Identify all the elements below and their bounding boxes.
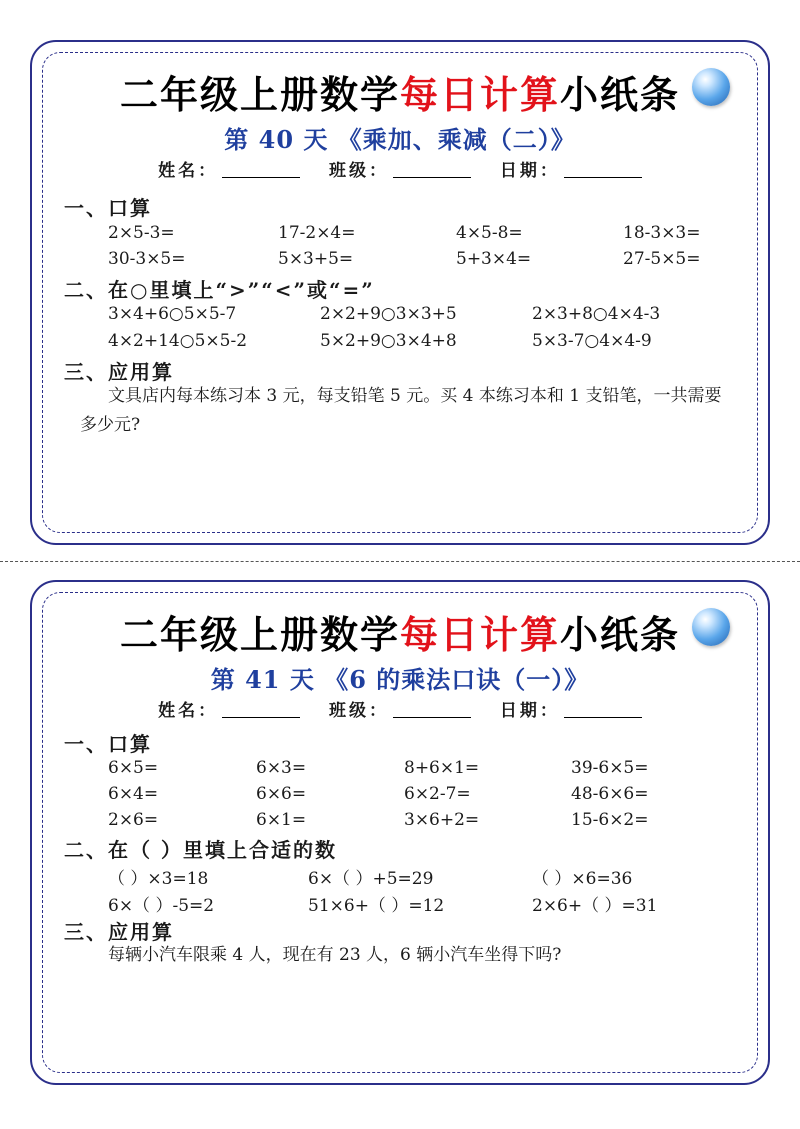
word-problem-text: 每辆小汽车限乘 4 人，现在有 23 人，6 辆小汽车坐得下吗? (108, 945, 562, 965)
oral-calc-item: 6×5= (108, 758, 159, 778)
lesson-subtitle: 第 41 天 《6 的乘法口诀（一）》 (210, 665, 590, 694)
section-word-problem-heading: 三、应用算 (64, 360, 174, 384)
section-fill-heading: 二、在○里填上“>”“<”或“=” (64, 278, 375, 302)
date-blank[interactable] (564, 177, 642, 178)
oral-calc-row (108, 758, 748, 784)
oral-calc-row (108, 223, 748, 249)
oral-calc-item: 17-2×4= (278, 223, 356, 243)
fill-item: 3×4+6○5×5-7 (108, 304, 237, 324)
oral-calc-item: 5×3+5= (278, 249, 354, 269)
oral-calc-item: 48-6×6= (571, 784, 649, 804)
fill-row (108, 864, 748, 890)
class-blank[interactable] (393, 177, 471, 178)
oral-calc-row (108, 784, 748, 810)
worksheet-title: 二年级上册数学每日计算小纸条 (119, 73, 681, 117)
worksheet-title: 二年级上册数学每日计算小纸条 (119, 613, 681, 657)
student-info-row (32, 156, 768, 181)
oral-calc-row (108, 249, 748, 275)
blue-ball-icon (692, 68, 730, 106)
section-fill-heading: 二、在（ ）里填上合适的数 (64, 838, 337, 862)
worksheet-card-day-41 (30, 580, 770, 1085)
lesson-subtitle: 第 40 天 《乘加、乘减（二）》 (224, 125, 576, 154)
fill-item: 2×2+9○3×3+5 (320, 304, 457, 324)
title-highlight: 每日计算 (399, 613, 560, 657)
class-label: 班级： (329, 161, 389, 181)
cut-line (0, 561, 800, 562)
fill-item: 5×2+9○3×4+8 (320, 331, 457, 351)
oral-calc-item: 6×2-7= (404, 784, 471, 804)
oral-calc-item: 5+3×4= (456, 249, 532, 269)
fill-item: 51×6+（ ）=12 (308, 896, 445, 916)
date-label: 日期： (499, 161, 560, 181)
word-problem-text: 文具店内每本练习本 3 元，每支铅笔 5 元。买 4 本练习本和 1 支铅笔，一共需要多少元? (80, 386, 722, 435)
oral-calc-item: 39-6×5= (571, 758, 649, 778)
name-blank[interactable] (222, 177, 300, 178)
fill-item: （ ）×3=18 (108, 869, 209, 889)
blue-ball-icon (692, 608, 730, 646)
class-blank[interactable] (393, 717, 471, 718)
fill-item: （ ）×6=36 (532, 869, 633, 889)
oral-calc-item: 27-5×5= (623, 249, 701, 269)
fill-item: 2×3+8○4×4-3 (532, 304, 661, 324)
oral-calc-item: 8+6×1= (404, 758, 480, 778)
section-word-problem-heading: 三、应用算 (64, 920, 174, 944)
oral-calc-row (108, 810, 748, 836)
name-blank[interactable] (222, 717, 300, 718)
oral-calc-item: 2×6= (108, 810, 159, 830)
name-label: 姓名： (158, 701, 219, 721)
oral-calc-item: 6×1= (256, 810, 307, 830)
worksheet-card-day-40 (30, 40, 770, 545)
class-label: 班级： (329, 701, 389, 721)
oral-calc-item: 18-3×3= (623, 223, 701, 243)
name-label: 姓名： (158, 161, 219, 181)
oral-calc-item: 6×3= (256, 758, 307, 778)
fill-item: 6×（ ）+5=29 (308, 869, 434, 889)
fill-row (108, 331, 748, 357)
oral-calc-item: 6×6= (256, 784, 307, 804)
oral-calc-item: 30-3×5= (108, 249, 186, 269)
student-info-row (32, 696, 768, 721)
oral-calc-item: 3×6+2= (404, 810, 480, 830)
fill-item: 6×（ ）-5=2 (108, 896, 215, 916)
section-oral-calc-heading: 一、口算 (64, 732, 152, 756)
title-highlight: 每日计算 (399, 73, 560, 117)
oral-calc-item: 4×5-8= (456, 223, 523, 243)
date-label: 日期： (499, 701, 560, 721)
oral-calc-item: 15-6×2= (571, 810, 649, 830)
fill-row (108, 304, 748, 330)
fill-item: 5×3-7○4×4-9 (532, 331, 652, 351)
oral-calc-item: 6×4= (108, 784, 159, 804)
fill-item: 4×2+14○5×5-2 (108, 331, 248, 351)
fill-item: 2×6+（ ）=31 (532, 896, 658, 916)
fill-row (108, 891, 748, 917)
oral-calc-item: 2×5-3= (108, 223, 175, 243)
date-blank[interactable] (564, 717, 642, 718)
section-oral-calc-heading: 一、口算 (64, 196, 152, 220)
